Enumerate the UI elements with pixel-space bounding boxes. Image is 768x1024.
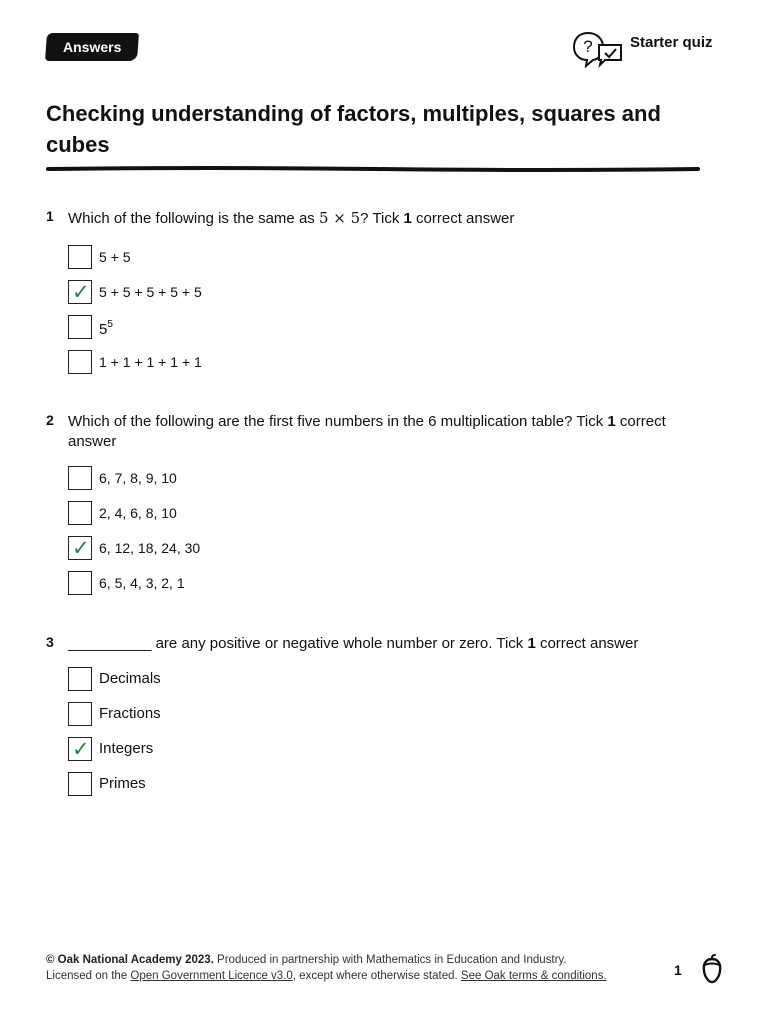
option-label: 6, 7, 8, 9, 10 xyxy=(99,470,177,486)
footer-text: Licensed on the xyxy=(46,970,131,982)
option-2b[interactable] xyxy=(68,501,177,525)
copyright-text: © Oak National Academy 2023. xyxy=(46,954,214,966)
question-text xyxy=(68,208,708,229)
power-exponent: 5 xyxy=(107,318,113,330)
title-underline xyxy=(46,164,700,174)
math-expression: 5 × 5 xyxy=(318,209,361,227)
tick-count: 1 xyxy=(607,413,616,430)
answers-badge xyxy=(45,33,139,61)
answer-checkbox[interactable] xyxy=(68,315,92,339)
tick-count: 1 xyxy=(403,210,412,227)
footer-text: , except where otherwise stated. xyxy=(292,970,461,982)
answer-checkbox[interactable] xyxy=(68,245,92,269)
option-label: 6, 12, 18, 24, 30 xyxy=(99,540,201,556)
question-text-part: __________ are any positive or negative whole number or zero. Tick xyxy=(68,635,528,652)
question-number: 1 xyxy=(46,208,54,224)
option-2a[interactable] xyxy=(68,466,177,490)
question-text-part: ? Tick xyxy=(360,210,404,227)
answer-checkbox[interactable] xyxy=(68,466,92,490)
option-label: Fractions xyxy=(99,705,161,722)
option-label: 2, 4, 6, 8, 10 xyxy=(99,505,177,521)
question-number: 2 xyxy=(46,412,54,428)
answer-checkbox-checked[interactable] xyxy=(68,280,92,304)
tick-count: 1 xyxy=(527,635,536,652)
answer-checkbox[interactable] xyxy=(68,772,92,796)
question-text xyxy=(68,412,708,452)
footer-line-1 xyxy=(46,952,646,968)
option-2c[interactable] xyxy=(68,536,200,560)
option-label: 5 + 5 + 5 + 5 + 5 xyxy=(99,284,202,300)
acorn-icon xyxy=(700,954,724,984)
question-text-part: correct answer xyxy=(411,210,515,227)
option-1c[interactable] xyxy=(68,315,113,339)
option-3c[interactable] xyxy=(68,737,153,761)
option-label: Primes xyxy=(99,775,146,792)
page-title: Checking understanding of factors, multiples, squares and cubes xyxy=(46,101,661,157)
question-text-part: Which of the following is the same as xyxy=(68,210,319,227)
option-1a[interactable] xyxy=(68,245,131,269)
question-text-part: Which of the following are the first five numbers in the 6 multiplication table? Tick xyxy=(68,413,608,430)
check-mark-icon: ✓ xyxy=(72,280,90,304)
check-mark-icon: ✓ xyxy=(72,737,90,761)
question-text-part: correct answer xyxy=(535,635,639,652)
question-text-part: correct answer xyxy=(68,413,666,450)
option-3d[interactable] xyxy=(68,772,146,796)
answer-checkbox[interactable] xyxy=(68,571,92,595)
option-3a[interactable] xyxy=(68,667,161,691)
answer-checkbox[interactable] xyxy=(68,501,92,525)
answer-checkbox-checked[interactable] xyxy=(68,536,92,560)
licence-link[interactable]: Open Government Licence v3.0 xyxy=(130,970,293,982)
question-number: 3 xyxy=(46,634,54,650)
quiz-type-label: Starter quiz xyxy=(630,34,713,51)
answer-checkbox-checked[interactable] xyxy=(68,737,92,761)
answers-badge-label: Answers xyxy=(62,39,122,55)
question-chat-icon xyxy=(572,30,624,68)
page-number: 1 xyxy=(674,962,682,978)
footer-text: Produced in partnership with Mathematics in Education and Industry. xyxy=(213,954,567,966)
check-mark-icon: ✓ xyxy=(72,536,90,560)
option-label xyxy=(99,315,113,340)
option-1d[interactable] xyxy=(68,350,202,374)
answer-checkbox[interactable] xyxy=(68,350,92,374)
option-3b[interactable] xyxy=(68,702,161,726)
answer-checkbox[interactable] xyxy=(68,667,92,691)
option-label: 5 + 5 xyxy=(99,249,131,265)
option-label: Integers xyxy=(99,740,154,757)
option-label: 6, 5, 4, 3, 2, 1 xyxy=(99,575,185,591)
option-label: Decimals xyxy=(99,670,161,687)
footer-line-2 xyxy=(46,968,646,984)
svg-text:?: ? xyxy=(583,37,593,56)
option-1b[interactable] xyxy=(68,280,202,304)
option-2d[interactable] xyxy=(68,571,185,595)
footer-credits xyxy=(46,952,646,984)
option-label: 1 + 1 + 1 + 1 + 1 xyxy=(99,354,202,370)
terms-link[interactable]: See Oak terms & conditions. xyxy=(460,970,607,982)
answer-checkbox[interactable] xyxy=(68,702,92,726)
power-base: 5 xyxy=(99,320,108,338)
question-text xyxy=(68,634,738,654)
